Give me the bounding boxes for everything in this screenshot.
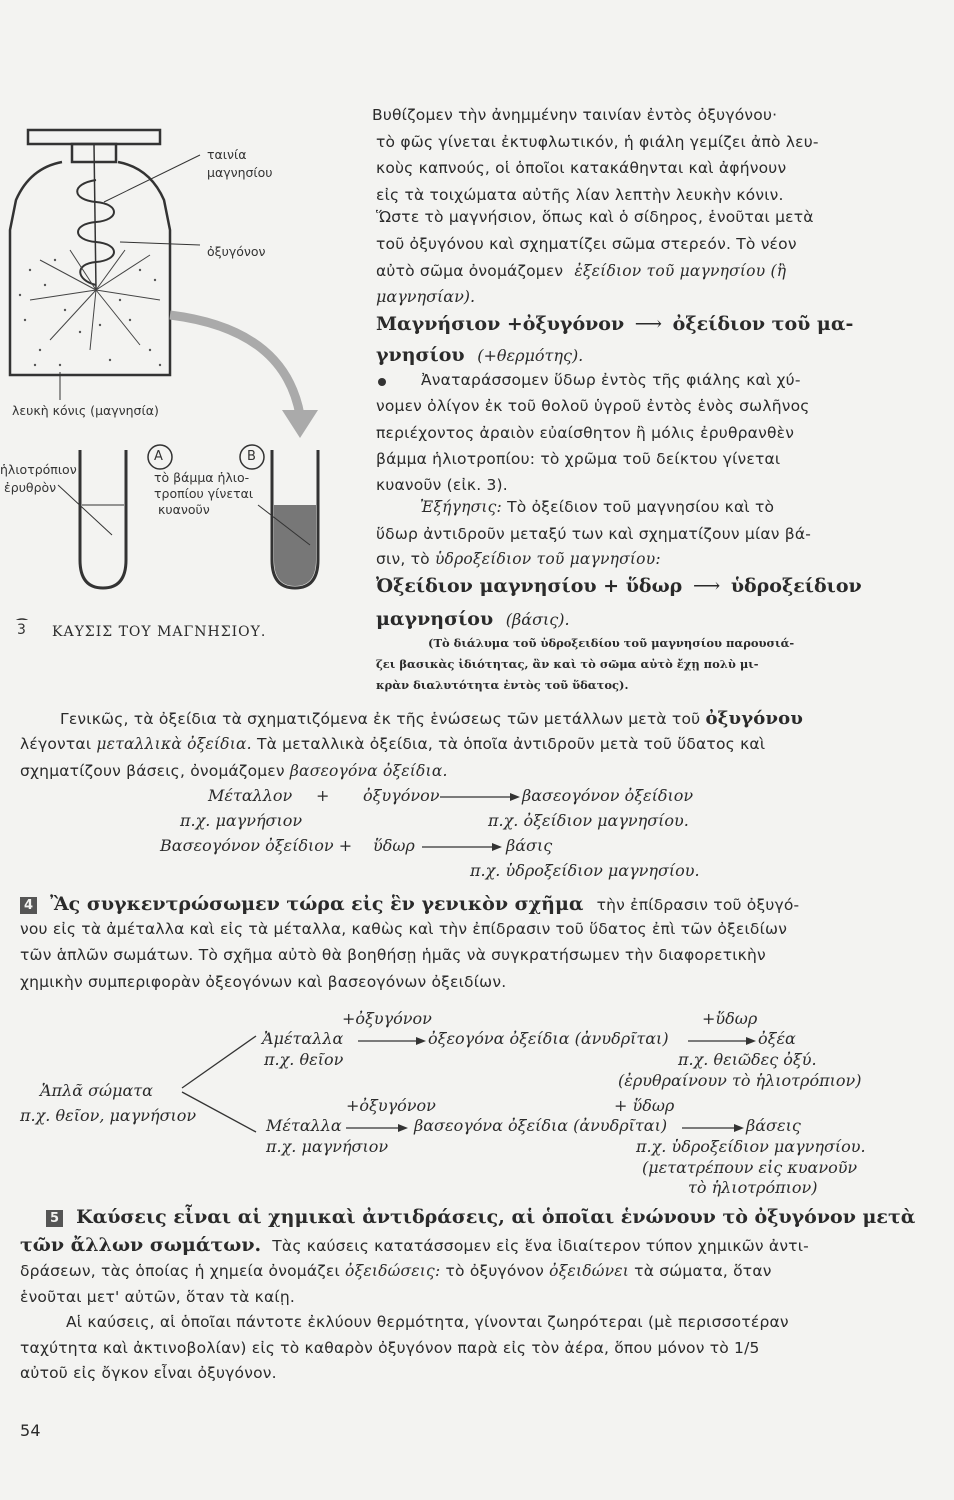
equation-2: Ὀξείδιον μαγνησίου + ὕδωρ ⟶ ὑδροξείδιον [376,575,862,597]
text-line [20,1262,772,1280]
text-line: αὐτοῦ εἰς ὄγκον εἶναι ὀξυγόνον. [20,1364,277,1382]
tube-a-label: A [154,449,163,464]
note-line: ζει βασικὰς ἰδιότητας, ἂν καὶ τὸ σῶμα αὐτὸ ἔχῃ πολὺ μι- [376,657,759,671]
page-number: 54 [20,1421,41,1440]
scheme-water: ὕδωρ [373,836,415,855]
text-span: λέγονται [20,735,92,753]
scheme-basic-oxide-plus: Βασεογόνον ὀξείδιον + [160,836,353,855]
text-span: Γενικῶς, τὰ ὀξείδια τὰ σχηματιζόμενα ἐκ τῆς ἑνώσεως τῶν μετάλλων μετὰ τοῦ [60,710,701,728]
eq1-rhs-cont: γνησίου [376,344,465,366]
note-line: κρὰν διαλυτότητα ἐντὸς τοῦ ὕδατος). [376,678,629,692]
equation-1: Μαγνήσιον +ὀξυγόνον ⟶ ὀξείδιον τοῦ μα- [376,313,854,335]
figure-caption: ΚΑΥΣΙΣ ΤΟΥ ΜΑΓΝΗΣΙΟΥ. [52,624,267,640]
arrow-icon [422,841,502,853]
scheme-simple-bodies: Ἁπλᾶ σώματα [40,1081,153,1100]
scheme-basic-oxide: βασεογόνον ὀξείδιον [522,786,694,805]
scheme-metal: Μέταλλον [208,786,293,805]
text-span: Τὰ μεταλλικὰ ὀξείδια, τὰ ὁποῖα ἀντιδροῦν μετὰ τοῦ ὕδατος καὶ [256,735,766,753]
arrow-icon [688,1035,756,1047]
scheme-plus-oxygen-bottom: +ὀξυγόνον [346,1096,436,1115]
text-line [420,498,774,516]
scheme-acids-note: (ἐρυθραίνουν τὸ ἡλιοτρόπιον) [618,1071,862,1090]
text-line: εἰς τὰ τοιχώματα αὐτῆς λίαν λεπτὴν λευκὴν κόνιν. [376,186,784,204]
tube-b-label: B [247,449,256,464]
label-litmus-1: ἡλιοτρόπιον [0,462,77,477]
note-line: (Τὸ διάλυμα τοῦ ὑδροξειδίου τοῦ μαγνησίου παρουσιά- [428,636,795,650]
scheme-plus-oxygen-top: +ὀξυγόνον [342,1009,432,1028]
eq1-heat: (+θερμότης). [477,346,584,365]
text-line: χημικὴν συμπεριφορὰν ὀξεογόνων καὶ βασεογόνων ὀξειδίων. [20,973,507,991]
section-5-heading [46,1206,915,1228]
scheme-eg-hydroxide: π.χ. ὑδροξείδιον μαγνησίου. [470,861,700,880]
eq2-rhs: ὑδροξείδιον [730,575,862,597]
label-ribbon-line1: ταινία [207,147,247,162]
label-dye-2: τροπίου γίνεται [154,486,254,501]
eq1-lhs: Μαγνήσιον +ὀξυγόνον [376,313,625,335]
text-span: τὴν ἐπίδρασιν τοῦ ὀξυγό- [596,896,800,914]
equation-1-cont [376,344,583,366]
text-line: Ὥστε τὸ μαγνήσιον, ὅπως καὶ ὁ σίδηρος, ἑνοῦται μετὰ [376,208,814,226]
term-basic-oxides: βασεογόνα ὀξείδια. [289,762,448,780]
scheme-metals: Μέταλλα [266,1116,342,1135]
text-span: Τὰς καύσεις κατατάσσομεν εἰς ἕνα ἰδιαίτερον τύπον χημικῶν ἀντι- [272,1237,809,1255]
text-line: Βυθίζομεν τὴν ἀνημμένην ταινίαν ἐντὸς ὀξυγόνου· [372,106,778,124]
scheme-acids-eg: π.χ. θειῶδες ὀξύ. [678,1050,817,1069]
text-line [60,708,803,729]
section-5-title-cont: τῶν ἄλλων σωμάτων. [20,1234,262,1256]
text-line: βάμμα ἡλιοτροπίου: τὸ χρῶμα τοῦ δείκτου γίνεται [376,450,781,468]
bullet-icon [378,378,386,386]
text-line: τῶν ἁπλῶν σωμάτων. Τὸ σχῆμα αὐτὸ θὰ βοηθήσῃ ἡμᾶς νὰ συγκρατήσωμεν τὴν διαφορετικὴν [20,946,766,964]
label-white-dust: λευκὴ κόνις (μαγνησία) [12,403,159,418]
plus-sign: + [316,786,330,805]
text-line: τοῦ ὀξυγόνου καὶ σχηματίζει σῶμα στερεόν. Τὸ νέον [376,235,797,253]
scheme-bases-note-2: τὸ ἡλιοτρόπιον) [688,1178,818,1197]
text-span: σιν, τὸ [376,550,430,568]
scheme-eg-mg-oxide: π.χ. ὀξείδιον μαγνησίου. [488,811,689,830]
scheme-bases-note-1: (μετατρέπουν εἰς κυανοῦν [642,1158,858,1177]
text-line [20,1234,809,1256]
term-oxidizes: ὀξειδώνει [549,1262,630,1280]
scheme-acids: ὀξέα [758,1029,796,1048]
scheme-metals-eg: π.χ. μαγνήσιον [266,1137,389,1156]
scheme-nonmetals: Ἀμέταλλα [262,1029,344,1048]
arrow-icon [358,1035,426,1047]
text-line: νομεν ὀλίγον ἐκ τοῦ θολοῦ ὑγροῦ ἐντὸς ἑνὸς σωλῆνος [376,397,810,415]
text-line [20,762,448,780]
arrow-icon [346,1122,408,1134]
term-metallic-oxides: μεταλλικὰ ὀξείδια. [96,735,252,753]
eq2-lhs: Ὀξείδιον μαγνησίου + ὕδωρ [376,575,683,597]
term-oxygen: ὀξυγόνου [705,708,804,729]
scheme-acidic-oxides: ὀξεογόνα ὀξείδια (ἀνυδρῖται) [428,1029,669,1048]
label-litmus-2: ἐρυθρὸν [4,480,57,495]
section-4-heading [20,893,799,915]
text-line: ἑνοῦται μετ' αὐτῶν, ὅταν τὰ καίῃ. [20,1288,296,1306]
label-dye-1: τὸ βάμμα ἡλιο- [154,470,250,485]
section-5-title: Καύσεις εἶναι αἱ χημικαὶ ἀντιδράσεις, αἱ ὁποῖαι ἑνώνουν τὸ ὀξυγόνον μετὰ [76,1206,916,1228]
scheme-eg-magnesium: π.χ. μαγνήσιον [180,811,303,830]
text-span: τὰ σώματα, ὅταν [634,1262,772,1280]
scheme-bases-eg: π.χ. ὑδροξείδιον μαγνησίου. [636,1137,866,1156]
text-line: ὕδωρ ἀντιδροῦν μεταξύ των καὶ σχηματίζουν μίαν βά- [376,525,812,543]
section-number-badge: 5 [46,1210,63,1227]
scheme-bases: βάσεις [746,1116,801,1135]
text-line [20,735,765,753]
text-span: αὐτὸ σῶμα ὀνομάζομεν [376,262,564,280]
scheme-base: βάσις [506,836,553,855]
text-line [376,550,661,568]
text-span: Τὸ ὀξείδιον τοῦ μαγνησίου καὶ τὸ [507,498,775,516]
equation-2-cont [376,608,570,630]
text-line [376,262,786,280]
term-magnesium-oxide: ἐξείδιον τοῦ μαγνησίου (ἢ [574,262,787,280]
label-oxygen: ὀξυγόνον [207,244,266,259]
term-oxidations: ὀξειδώσεις: [345,1262,441,1280]
arrow-icon [440,791,520,803]
text-span: τὸ ὀξυγόνον [445,1262,545,1280]
text-line: Ἀναταράσσομεν ὕδωρ ἐντὸς τῆς φιάλης καὶ χύ- [421,371,801,389]
text-line: ταχύτητα καὶ ἀκτινοβολίαν) εἰς τὸ καθαρὸν ὀξυγόνον παρὰ εἰς τὸν ἀέρα, ὅπου μόνον τὸ 1/5 [20,1339,760,1357]
section-4-title: Ἂς συγκεντρώσωμεν τώρα εἰς ἓν γενικὸν σχῆμα [50,893,584,915]
scheme-simple-eg: π.χ. θεῖον, μαγνήσιον [20,1106,197,1125]
scheme-plus-water-top: +ὕδωρ [702,1009,758,1028]
figure-number: 3 [17,622,26,638]
explanation-label: Ἐξήγησις: [420,498,502,516]
eq2-base: (βάσις). [505,610,570,629]
eq1-rhs: ὀξείδιον τοῦ μα- [672,313,854,335]
text-line: τὸ φῶς γίνεται ἐκτυφλωτικόν, ἡ φιάλη γεμίζει ἀπὸ λευ- [376,133,819,151]
scheme-nonmetals-eg: π.χ. θεῖον [264,1050,344,1069]
label-dye-3: κυανοῦν [158,502,210,517]
label-ribbon-line2: μαγνησίου [207,165,273,180]
term-magnesium-hydroxide: ὑδροξείδιον τοῦ μαγνησίου: [434,550,661,568]
combustion-figure [0,110,360,620]
arrow-icon [682,1122,744,1134]
text-span: δράσεων, τὰς ὁποίας ἡ χημεία ὀνομάζει [20,1262,340,1280]
text-line: μαγνησίαν). [376,287,476,306]
text-line: νου εἰς τὰ ἀμέταλλα καὶ εἰς τὰ μέταλλα, καθὼς καὶ τὴν ἐπίδρασιν τοῦ ὕδατος ἐπὶ τῶν ὀξειδίων [20,920,788,938]
section-number-badge: 4 [20,897,37,914]
text-line: κυανοῦν (εἰκ. 3). [376,476,508,494]
eq2-rhs-cont: μαγνησίου [376,608,494,630]
scheme-plus-water-bottom: + ὕδωρ [614,1096,675,1115]
scheme-oxygen: ὀξυγόνον [363,786,440,805]
scheme-basic-oxides: βασεογόνα ὀξείδια (ἀνυδρῖται) [414,1116,668,1135]
text-line: κοὺς καπνούς, οἱ ὁποῖοι κατακάθηνται καὶ ἀφήνουν [376,159,787,177]
text-span: σχηματίζουν βάσεις, ὀνομάζομεν [20,762,285,780]
text-line: Αἱ καύσεις, αἱ ὁποῖαι πάντοτε ἐκλύουν θερμότητα, γίνονται ζωηρότεραι (μὲ περισσοτέραν [66,1313,789,1331]
text-line: περιέχοντος ἀραιὸν εὐαίσθητον ἢ μόλις ἐρυθρανθὲν [376,424,795,442]
